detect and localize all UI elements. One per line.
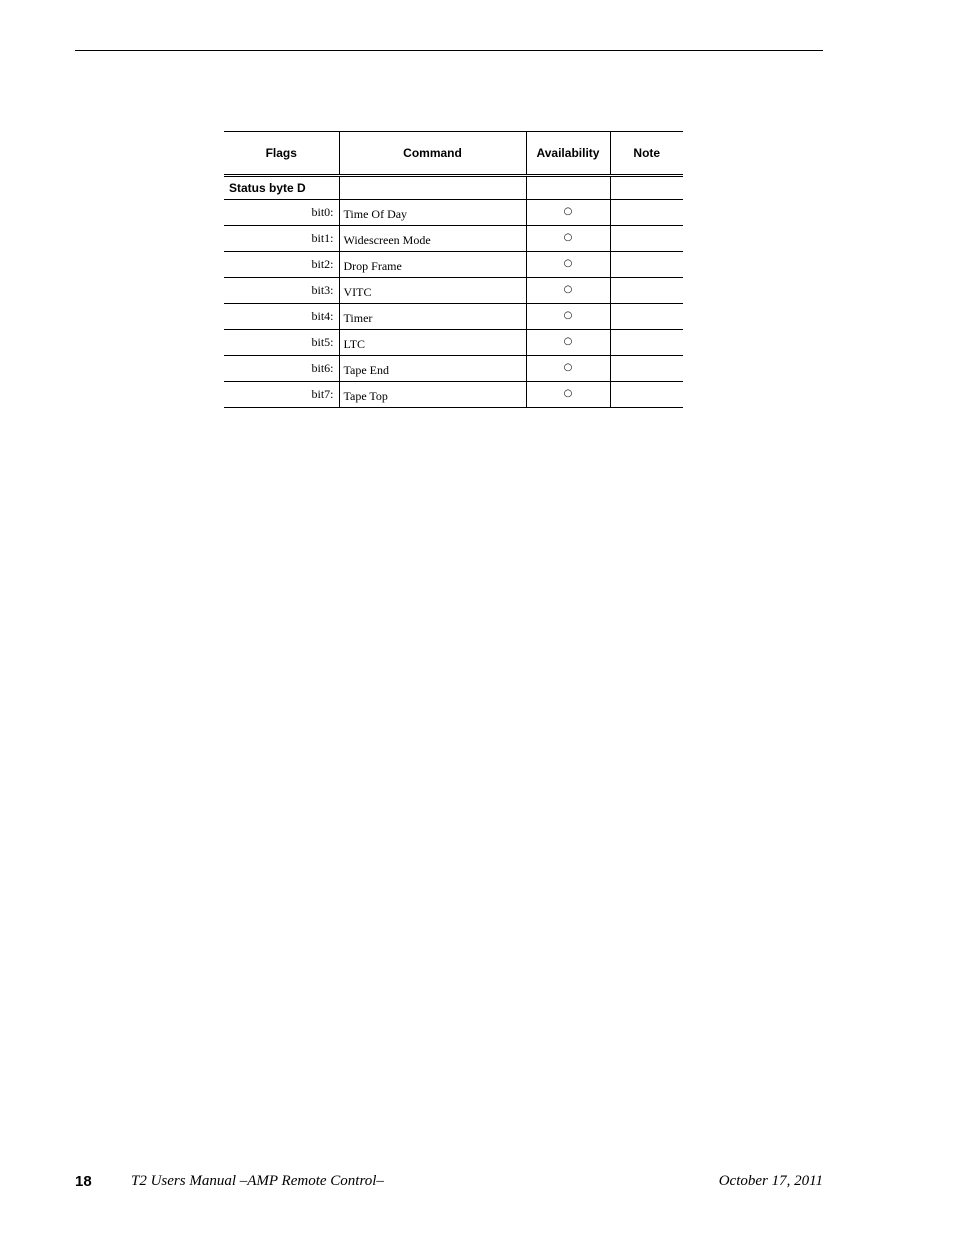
bit-label: bit2: <box>224 252 339 278</box>
bit-label: bit4: <box>224 304 339 330</box>
circle-icon: ○ <box>563 231 573 243</box>
section-command-cell <box>339 176 526 200</box>
command-label: Tape Top <box>339 382 526 408</box>
header-note: Note <box>610 132 683 176</box>
circle-icon: ○ <box>563 361 573 373</box>
table-row <box>224 382 683 408</box>
table-row <box>224 226 683 252</box>
bit-label: bit1: <box>224 226 339 252</box>
circle-icon: ○ <box>563 335 573 347</box>
availability-cell <box>526 278 610 304</box>
bit-label: bit7: <box>224 382 339 408</box>
bit-label: bit3: <box>224 278 339 304</box>
page-number: 18 <box>75 1173 92 1190</box>
header-flags: Flags <box>265 146 297 160</box>
bit-label: bit0: <box>224 200 339 226</box>
availability-cell <box>526 252 610 278</box>
circle-icon: ○ <box>563 283 573 295</box>
circle-icon: ○ <box>563 205 573 217</box>
circle-icon: ○ <box>563 387 573 399</box>
availability-cell <box>526 304 610 330</box>
note-cell <box>610 278 683 304</box>
note-cell <box>610 330 683 356</box>
section-note-cell <box>610 176 683 200</box>
circle-icon: ○ <box>563 257 573 269</box>
note-cell <box>610 382 683 408</box>
table-row <box>224 330 683 356</box>
availability-cell <box>526 356 610 382</box>
table-row <box>224 200 683 226</box>
availability-cell <box>526 382 610 408</box>
command-label: Timer <box>339 304 526 330</box>
manual-title: T2 Users Manual –AMP Remote Control– <box>131 1173 384 1189</box>
table-row <box>224 356 683 382</box>
availability-cell <box>526 226 610 252</box>
section-row <box>224 176 683 200</box>
availability-cell <box>526 330 610 356</box>
availability-cell <box>526 200 610 226</box>
header-availability: Availability <box>526 132 610 176</box>
header-command: Command <box>339 132 526 176</box>
section-availability-cell <box>526 176 610 200</box>
section-label: Status byte D <box>224 176 339 200</box>
command-label: LTC <box>339 330 526 356</box>
command-label: Widescreen Mode <box>339 226 526 252</box>
note-cell <box>610 252 683 278</box>
status-byte-d-table <box>224 131 683 408</box>
command-label: Drop Frame <box>339 252 526 278</box>
command-label: Time Of Day <box>339 200 526 226</box>
circle-icon: ○ <box>563 309 573 321</box>
note-cell <box>610 356 683 382</box>
table-row <box>224 304 683 330</box>
note-cell <box>610 304 683 330</box>
table-row <box>224 252 683 278</box>
bit-label: bit5: <box>224 330 339 356</box>
table-row <box>224 278 683 304</box>
bit-label: bit6: <box>224 356 339 382</box>
note-cell <box>610 200 683 226</box>
command-label: Tape End <box>339 356 526 382</box>
note-cell <box>610 226 683 252</box>
command-label: VITC <box>339 278 526 304</box>
header-rule <box>75 50 823 51</box>
table-header-row <box>224 132 683 176</box>
document-date: October 17, 2011 <box>718 1173 823 1189</box>
